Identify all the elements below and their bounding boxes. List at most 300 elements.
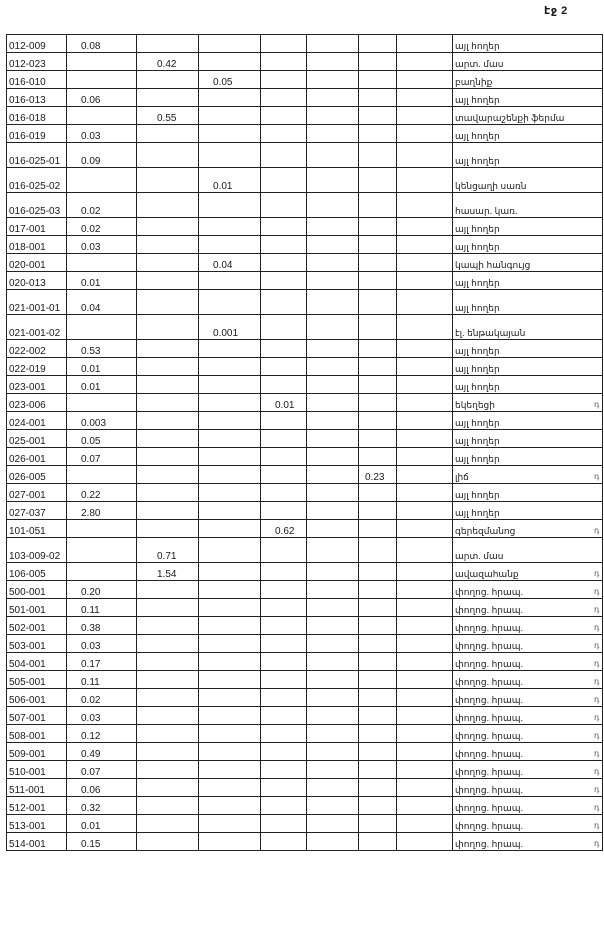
land-use-cell: փողոց. հրապ.	[453, 671, 603, 689]
area-cell-c2	[137, 502, 199, 520]
area-cell-c2: 0.42	[137, 53, 199, 71]
area-cell-c1	[67, 538, 137, 563]
empty-cell	[397, 315, 453, 340]
table-row	[7, 448, 603, 466]
table-row	[7, 484, 603, 502]
area-cell-c3	[199, 707, 261, 725]
parcel-code-cell: 504-001	[7, 653, 67, 671]
land-use-cell: այլ հողեր	[453, 376, 603, 394]
area-cell-c5	[307, 358, 359, 376]
area-cell-c6	[359, 254, 397, 272]
empty-cell	[397, 376, 453, 394]
area-cell-c1	[67, 107, 137, 125]
area-cell-c6	[359, 617, 397, 635]
area-cell-c2	[137, 761, 199, 779]
area-cell-c6: 0.23	[359, 466, 397, 484]
area-cell-c1: 0.06	[67, 779, 137, 797]
area-cell-c3	[199, 797, 261, 815]
area-cell-c6	[359, 53, 397, 71]
area-cell-c3	[199, 394, 261, 412]
area-cell-c2: 1.54	[137, 563, 199, 581]
area-cell-c4	[261, 707, 307, 725]
area-cell-c2	[137, 35, 199, 53]
table-row	[7, 797, 603, 815]
area-cell-c2	[137, 89, 199, 107]
area-cell-c1: 0.03	[67, 236, 137, 254]
area-cell-c1: 0.003	[67, 412, 137, 430]
area-cell-c2	[137, 815, 199, 833]
area-cell-c3	[199, 466, 261, 484]
area-cell-c5	[307, 815, 359, 833]
land-use-cell: փողոց. հրապ.	[453, 653, 603, 671]
area-cell-c5	[307, 617, 359, 635]
area-cell-c5	[307, 236, 359, 254]
area-cell-c2	[137, 290, 199, 315]
area-cell-c3	[199, 484, 261, 502]
land-use-cell: տավարաշենքի ֆերմա	[453, 107, 603, 125]
area-cell-c2	[137, 315, 199, 340]
area-cell-c1: 0.22	[67, 484, 137, 502]
margin-mark: դ	[594, 820, 600, 830]
area-cell-c1: 0.03	[67, 125, 137, 143]
area-cell-c6	[359, 376, 397, 394]
area-cell-c2	[137, 193, 199, 218]
area-cell-c1: 0.38	[67, 617, 137, 635]
area-cell-c6	[359, 107, 397, 125]
table-row	[7, 599, 603, 617]
area-cell-c2	[137, 581, 199, 599]
area-cell-c5	[307, 376, 359, 394]
area-cell-c1: 0.09	[67, 143, 137, 168]
land-use-cell: այլ հողեր	[453, 236, 603, 254]
area-cell-c3	[199, 412, 261, 430]
area-cell-c4	[261, 581, 307, 599]
area-cell-c2	[137, 484, 199, 502]
empty-cell	[397, 412, 453, 430]
area-cell-c1: 0.01	[67, 376, 137, 394]
land-use-cell: այլ հողեր	[453, 143, 603, 168]
empty-cell	[397, 89, 453, 107]
area-cell-c2	[137, 635, 199, 653]
table-body	[7, 35, 603, 851]
area-cell-c3	[199, 761, 261, 779]
margin-mark: դ	[594, 399, 600, 409]
area-cell-c5	[307, 833, 359, 851]
area-cell-c4	[261, 272, 307, 290]
land-use-cell: փողոց. հրապ.	[453, 815, 603, 833]
empty-cell	[397, 761, 453, 779]
area-cell-c1	[67, 466, 137, 484]
parcel-code-cell: 505-001	[7, 671, 67, 689]
table-row	[7, 376, 603, 394]
margin-mark: դ	[594, 640, 600, 650]
parcel-code-cell: 021-001-02	[7, 315, 67, 340]
area-cell-c1: 0.53	[67, 340, 137, 358]
area-cell-c5	[307, 725, 359, 743]
area-cell-c3	[199, 617, 261, 635]
table-row	[7, 725, 603, 743]
table-row	[7, 254, 603, 272]
area-cell-c2	[137, 617, 199, 635]
land-use-cell: այլ հողեր	[453, 430, 603, 448]
area-cell-c2	[137, 125, 199, 143]
area-cell-c2	[137, 707, 199, 725]
parcel-code-cell: 026-001	[7, 448, 67, 466]
land-use-cell: փողոց. հրապ.	[453, 689, 603, 707]
empty-cell	[397, 394, 453, 412]
table-row	[7, 35, 603, 53]
empty-cell	[397, 484, 453, 502]
area-cell-c3	[199, 635, 261, 653]
area-cell-c1	[67, 71, 137, 89]
land-use-cell: փողոց. հրապ.	[453, 779, 603, 797]
area-cell-c6	[359, 71, 397, 89]
area-cell-c2: 0.55	[137, 107, 199, 125]
empty-cell	[397, 725, 453, 743]
land-use-cell: այլ հողեր	[453, 502, 603, 520]
land-use-cell: այլ հողեր	[453, 484, 603, 502]
area-cell-c5	[307, 689, 359, 707]
area-cell-c6	[359, 502, 397, 520]
area-cell-c6	[359, 236, 397, 254]
empty-cell	[397, 779, 453, 797]
area-cell-c5	[307, 254, 359, 272]
table-row	[7, 466, 603, 484]
land-use-cell: եկեղեցի	[453, 394, 603, 412]
area-cell-c3	[199, 358, 261, 376]
area-cell-c3: 0.05	[199, 71, 261, 89]
area-cell-c4	[261, 635, 307, 653]
table-row	[7, 272, 603, 290]
area-cell-c5	[307, 315, 359, 340]
area-cell-c6	[359, 272, 397, 290]
empty-cell	[397, 35, 453, 53]
parcel-code-cell: 016-013	[7, 89, 67, 107]
margin-mark: դ	[594, 748, 600, 758]
parcel-code-cell: 012-023	[7, 53, 67, 71]
area-cell-c1: 0.12	[67, 725, 137, 743]
area-cell-c3: 0.04	[199, 254, 261, 272]
empty-cell	[397, 218, 453, 236]
empty-cell	[397, 653, 453, 671]
empty-cell	[397, 520, 453, 538]
table-row	[7, 236, 603, 254]
area-cell-c4	[261, 448, 307, 466]
table-row	[7, 502, 603, 520]
empty-cell	[397, 563, 453, 581]
land-use-cell: այլ հողեր	[453, 412, 603, 430]
parcel-code-cell: 514-001	[7, 833, 67, 851]
area-cell-c3	[199, 107, 261, 125]
area-cell-c5	[307, 143, 359, 168]
area-cell-c3	[199, 581, 261, 599]
land-use-cell: բաղնիք	[453, 71, 603, 89]
area-cell-c4	[261, 125, 307, 143]
margin-mark: դ	[594, 568, 600, 578]
area-cell-c2	[137, 653, 199, 671]
parcel-code-cell: 018-001	[7, 236, 67, 254]
area-cell-c6	[359, 218, 397, 236]
area-cell-c2	[137, 358, 199, 376]
margin-mark: դ	[594, 586, 600, 596]
parcel-code-cell: 508-001	[7, 725, 67, 743]
area-cell-c3	[199, 779, 261, 797]
table-row	[7, 290, 603, 315]
land-use-cell: էլ. ենթակայան	[453, 315, 603, 340]
parcel-code-cell: 023-006	[7, 394, 67, 412]
empty-cell	[397, 143, 453, 168]
area-cell-c4	[261, 563, 307, 581]
area-cell-c4	[261, 71, 307, 89]
parcel-code-cell: 016-025-01	[7, 143, 67, 168]
land-use-cell: արտ. մաս	[453, 53, 603, 71]
table-row	[7, 394, 603, 412]
area-cell-c1: 0.07	[67, 448, 137, 466]
parcel-code-cell: 506-001	[7, 689, 67, 707]
area-cell-c1: 0.03	[67, 707, 137, 725]
parcel-code-cell: 021-001-01	[7, 290, 67, 315]
area-cell-c5	[307, 107, 359, 125]
area-cell-c6	[359, 143, 397, 168]
area-cell-c5	[307, 71, 359, 89]
area-cell-c5	[307, 193, 359, 218]
empty-cell	[397, 125, 453, 143]
margin-mark: դ	[594, 604, 600, 614]
parcel-code-cell: 507-001	[7, 707, 67, 725]
empty-cell	[397, 236, 453, 254]
table-row	[7, 538, 603, 563]
area-cell-c4	[261, 53, 307, 71]
area-cell-c5	[307, 520, 359, 538]
margin-mark: դ	[594, 712, 600, 722]
land-use-cell: փողոց. հրապ.	[453, 599, 603, 617]
area-cell-c5	[307, 290, 359, 315]
area-cell-c2	[137, 218, 199, 236]
area-cell-c1: 0.01	[67, 358, 137, 376]
parcel-code-cell: 016-010	[7, 71, 67, 89]
area-cell-c5	[307, 599, 359, 617]
empty-cell	[397, 107, 453, 125]
table-row	[7, 412, 603, 430]
land-register-table	[6, 34, 603, 851]
area-cell-c5	[307, 761, 359, 779]
area-cell-c6	[359, 448, 397, 466]
area-cell-c4	[261, 168, 307, 193]
area-cell-c4	[261, 218, 307, 236]
area-cell-c6	[359, 815, 397, 833]
area-cell-c4	[261, 290, 307, 315]
empty-cell	[397, 340, 453, 358]
area-cell-c3	[199, 833, 261, 851]
area-cell-c2	[137, 466, 199, 484]
empty-cell	[397, 815, 453, 833]
area-cell-c4	[261, 340, 307, 358]
parcel-code-cell: 103-009-02	[7, 538, 67, 563]
area-cell-c6	[359, 290, 397, 315]
empty-cell	[397, 254, 453, 272]
area-cell-c4	[261, 315, 307, 340]
area-cell-c4	[261, 358, 307, 376]
area-cell-c6	[359, 689, 397, 707]
area-cell-c3	[199, 376, 261, 394]
area-cell-c1: 2.80	[67, 502, 137, 520]
parcel-code-cell: 024-001	[7, 412, 67, 430]
area-cell-c1: 0.05	[67, 430, 137, 448]
area-cell-c4	[261, 617, 307, 635]
empty-cell	[397, 833, 453, 851]
area-cell-c6	[359, 563, 397, 581]
parcel-code-cell: 502-001	[7, 617, 67, 635]
empty-cell	[397, 617, 453, 635]
area-cell-c4	[261, 653, 307, 671]
area-cell-c6	[359, 484, 397, 502]
area-cell-c6	[359, 412, 397, 430]
area-cell-c2	[137, 689, 199, 707]
land-use-cell: կենցաղի սառն	[453, 168, 603, 193]
empty-cell	[397, 193, 453, 218]
table-row	[7, 168, 603, 193]
area-cell-c3	[199, 143, 261, 168]
area-cell-c3	[199, 430, 261, 448]
area-cell-c2	[137, 430, 199, 448]
empty-cell	[397, 430, 453, 448]
table-row	[7, 617, 603, 635]
area-cell-c5	[307, 502, 359, 520]
land-use-cell: փողոց. հրապ.	[453, 761, 603, 779]
page-number: էջ 2	[544, 5, 568, 17]
area-cell-c4	[261, 671, 307, 689]
area-cell-c4: 0.01	[261, 394, 307, 412]
area-cell-c3	[199, 290, 261, 315]
margin-mark: դ	[594, 784, 600, 794]
area-cell-c6	[359, 89, 397, 107]
table-row	[7, 707, 603, 725]
area-cell-c6	[359, 315, 397, 340]
empty-cell	[397, 466, 453, 484]
area-cell-c3	[199, 538, 261, 563]
area-cell-c5	[307, 671, 359, 689]
table-row	[7, 689, 603, 707]
area-cell-c6	[359, 35, 397, 53]
area-cell-c1: 0.02	[67, 193, 137, 218]
area-cell-c3	[199, 520, 261, 538]
area-cell-c6	[359, 635, 397, 653]
area-cell-c5	[307, 412, 359, 430]
margin-mark: դ	[594, 676, 600, 686]
area-cell-c3	[199, 563, 261, 581]
area-cell-c4	[261, 815, 307, 833]
area-cell-c6	[359, 833, 397, 851]
margin-mark: դ	[594, 525, 600, 535]
land-use-cell: այլ հողեր	[453, 272, 603, 290]
empty-cell	[397, 707, 453, 725]
area-cell-c6	[359, 340, 397, 358]
parcel-code-cell: 020-001	[7, 254, 67, 272]
area-cell-c3	[199, 89, 261, 107]
parcel-code-cell: 510-001	[7, 761, 67, 779]
area-cell-c1: 0.03	[67, 635, 137, 653]
area-cell-c3: 0.01	[199, 168, 261, 193]
area-cell-c5	[307, 89, 359, 107]
area-cell-c4	[261, 502, 307, 520]
area-cell-c4	[261, 412, 307, 430]
area-cell-c6	[359, 743, 397, 761]
area-cell-c6	[359, 761, 397, 779]
empty-cell	[397, 689, 453, 707]
area-cell-c2	[137, 340, 199, 358]
area-cell-c2	[137, 236, 199, 254]
area-cell-c4	[261, 89, 307, 107]
land-use-cell: այլ հողեր	[453, 340, 603, 358]
land-use-cell: փողոց. հրապ.	[453, 833, 603, 851]
area-cell-c1	[67, 53, 137, 71]
area-cell-c4	[261, 797, 307, 815]
empty-cell	[397, 797, 453, 815]
parcel-code-cell: 513-001	[7, 815, 67, 833]
parcel-code-cell: 017-001	[7, 218, 67, 236]
area-cell-c5	[307, 218, 359, 236]
area-cell-c3	[199, 599, 261, 617]
land-use-cell: փողոց. հրապ.	[453, 725, 603, 743]
land-use-cell: կապի հանգույց	[453, 254, 603, 272]
table-row	[7, 358, 603, 376]
parcel-code-cell: 026-005	[7, 466, 67, 484]
parcel-code-cell: 016-018	[7, 107, 67, 125]
area-cell-c6	[359, 430, 397, 448]
table-row	[7, 315, 603, 340]
table-row	[7, 193, 603, 218]
parcel-code-cell: 016-025-03	[7, 193, 67, 218]
area-cell-c5	[307, 635, 359, 653]
parcel-code-cell: 509-001	[7, 743, 67, 761]
parcel-code-cell: 012-009	[7, 35, 67, 53]
area-cell-c6	[359, 599, 397, 617]
parcel-code-cell: 501-001	[7, 599, 67, 617]
empty-cell	[397, 502, 453, 520]
parcel-code-cell: 027-001	[7, 484, 67, 502]
area-cell-c2: 0.71	[137, 538, 199, 563]
area-cell-c1: 0.17	[67, 653, 137, 671]
area-cell-c3	[199, 815, 261, 833]
table-row	[7, 563, 603, 581]
parcel-code-cell: 022-002	[7, 340, 67, 358]
parcel-code-cell: 023-001	[7, 376, 67, 394]
area-cell-c6	[359, 797, 397, 815]
area-cell-c6	[359, 581, 397, 599]
area-cell-c1: 0.01	[67, 272, 137, 290]
area-cell-c5	[307, 340, 359, 358]
area-cell-c2	[137, 272, 199, 290]
land-use-cell: այլ հողեր	[453, 125, 603, 143]
empty-cell	[397, 581, 453, 599]
area-cell-c6	[359, 538, 397, 563]
land-use-cell: փողոց. հրապ.	[453, 635, 603, 653]
parcel-code-cell: 016-019	[7, 125, 67, 143]
margin-mark: դ	[594, 802, 600, 812]
area-cell-c4	[261, 430, 307, 448]
area-cell-c1: 0.02	[67, 689, 137, 707]
area-cell-c3: 0.001	[199, 315, 261, 340]
land-use-cell: հասար. կառ.	[453, 193, 603, 218]
area-cell-c2	[137, 376, 199, 394]
area-cell-c4	[261, 725, 307, 743]
area-cell-c2	[137, 448, 199, 466]
area-cell-c4	[261, 143, 307, 168]
area-cell-c6	[359, 358, 397, 376]
area-cell-c3	[199, 502, 261, 520]
area-cell-c2	[137, 599, 199, 617]
area-cell-c2	[137, 71, 199, 89]
